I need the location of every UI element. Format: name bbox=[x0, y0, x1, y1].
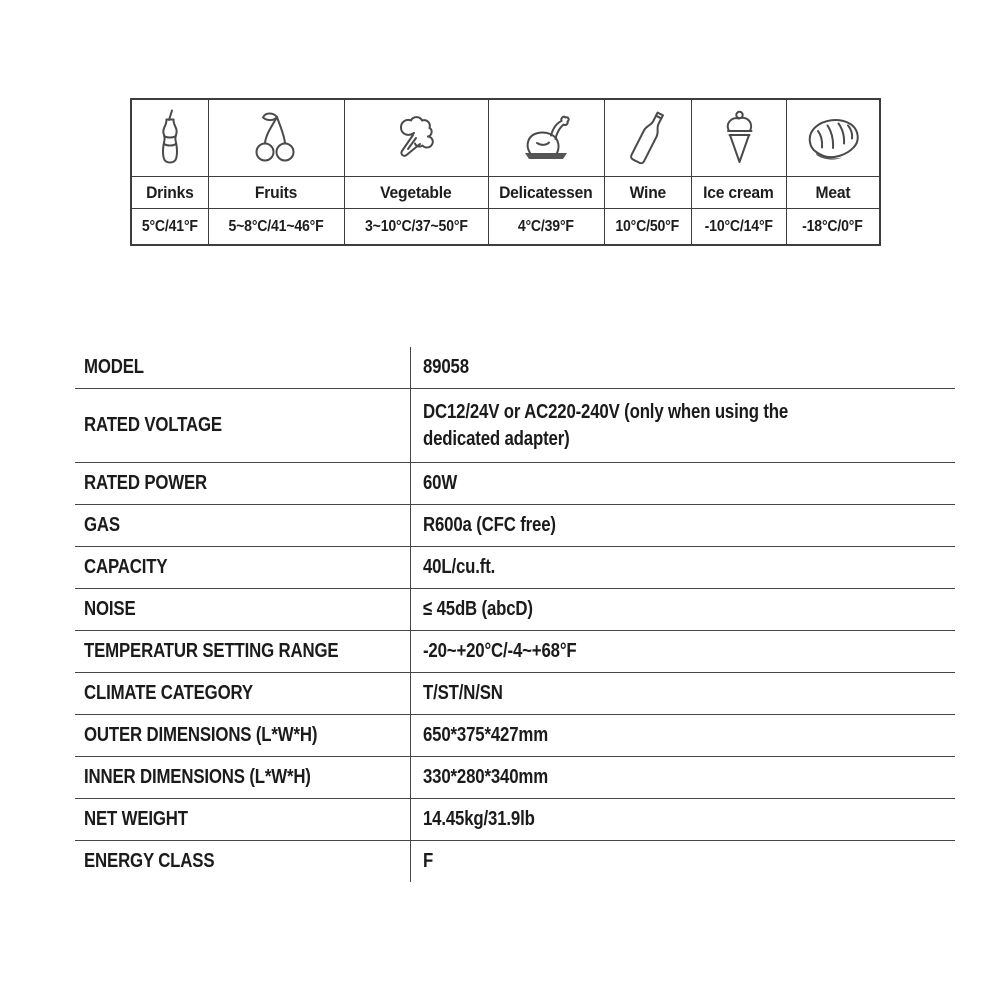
spec-value: 89058 bbox=[423, 355, 469, 379]
spec-label-cell bbox=[75, 547, 410, 588]
ice-cream-icon-cell bbox=[691, 99, 786, 177]
spec-row-rated-voltage bbox=[75, 388, 955, 462]
spec-label-cell bbox=[75, 389, 410, 462]
spec-row-net-weight bbox=[75, 798, 955, 840]
spec-row-inner-dimensions bbox=[75, 756, 955, 798]
meat-icon-cell bbox=[786, 99, 880, 177]
spec-value-cell bbox=[410, 589, 955, 630]
spec-label: INNER DIMENSIONS (L*W*H) bbox=[84, 765, 311, 789]
spec-value-cell bbox=[410, 463, 955, 504]
spec-row-capacity bbox=[75, 546, 955, 588]
spec-value: R600a (CFC free) bbox=[423, 513, 556, 537]
chicken-icon bbox=[518, 114, 574, 162]
spec-value-cell bbox=[410, 673, 955, 714]
spec-label-cell bbox=[75, 463, 410, 504]
spec-value: 330*280*340mm bbox=[423, 765, 548, 789]
spec-label: CAPACITY bbox=[84, 555, 168, 579]
vegetable-icon-cell bbox=[344, 99, 488, 177]
spec-label: NOISE bbox=[84, 597, 136, 621]
spec-label: CLIMATE CATEGORY bbox=[84, 681, 253, 705]
spec-label-cell bbox=[75, 505, 410, 546]
spec-value-cell bbox=[410, 547, 955, 588]
drinks-icon-cell bbox=[131, 99, 208, 177]
food-name-label: Delicatessen bbox=[499, 182, 593, 202]
spec-label-cell bbox=[75, 631, 410, 672]
food-name-label: Drinks bbox=[145, 182, 194, 202]
food-name-label: Fruits bbox=[254, 182, 298, 202]
spec-label-cell bbox=[75, 715, 410, 756]
spec-row-noise bbox=[75, 588, 955, 630]
spec-label-cell bbox=[75, 589, 410, 630]
spec-label: ENERGY CLASS bbox=[84, 849, 215, 873]
spec-value-cell bbox=[410, 757, 955, 798]
spec-label: RATED POWER bbox=[84, 471, 208, 495]
specification-table bbox=[75, 347, 955, 882]
wine-bottle-icon bbox=[625, 109, 671, 167]
wine-icon-cell bbox=[604, 99, 691, 177]
spec-value: 650*375*427mm bbox=[423, 723, 548, 747]
spec-row-model bbox=[75, 347, 955, 388]
spec-value-cell bbox=[410, 389, 955, 462]
food-name-row bbox=[131, 177, 880, 209]
fruits-icon-cell bbox=[208, 99, 344, 177]
spec-value: 40L/cu.ft. bbox=[423, 555, 496, 579]
food-temp-value: 5~8°C/41~46°F bbox=[228, 217, 324, 235]
food-temp-value: -10°C/14°F bbox=[704, 217, 773, 235]
spec-value-cell bbox=[410, 505, 955, 546]
food-temp-value: -18°C/0°F bbox=[802, 217, 864, 235]
spec-label-cell bbox=[75, 347, 410, 388]
spec-label-cell bbox=[75, 673, 410, 714]
food-icon-row bbox=[131, 99, 880, 177]
spec-label: NET WEIGHT bbox=[84, 807, 188, 831]
spec-value: 14.45kg/31.9lb bbox=[423, 807, 535, 831]
spec-row-rated-power bbox=[75, 462, 955, 504]
spec-label: MODEL bbox=[84, 355, 144, 379]
steak-icon bbox=[804, 114, 862, 162]
food-name-label: Ice cream bbox=[703, 182, 774, 202]
spec-value-cell bbox=[410, 347, 955, 388]
spec-value-cell bbox=[410, 799, 955, 840]
food-name-label: Wine bbox=[629, 182, 666, 202]
spec-row-climate-category bbox=[75, 672, 955, 714]
food-name-label: Vegetable bbox=[380, 182, 452, 202]
spec-value: -20~+20°C/-4~+68°F bbox=[423, 639, 577, 663]
food-temp-value: 10°C/50°F bbox=[615, 217, 680, 235]
broccoli-icon bbox=[389, 114, 443, 162]
spec-label: RATED VOLTAGE bbox=[84, 413, 222, 437]
spec-label: OUTER DIMENSIONS (L*W*H) bbox=[84, 723, 318, 747]
spec-value-cell bbox=[410, 841, 955, 882]
spec-value-cell bbox=[410, 715, 955, 756]
spec-label-cell bbox=[75, 757, 410, 798]
spec-row-energy-class bbox=[75, 840, 955, 882]
spec-value: F bbox=[423, 849, 434, 873]
food-temp-row bbox=[131, 209, 880, 246]
delicatessen-icon-cell bbox=[488, 99, 604, 177]
spec-value: T/ST/N/SN bbox=[423, 681, 503, 705]
spec-label: GAS bbox=[84, 513, 120, 537]
food-temp-value: 5°C/41°F bbox=[141, 217, 198, 235]
spec-value: ≤ 45dB (abcD) bbox=[423, 597, 533, 621]
spec-label-cell bbox=[75, 799, 410, 840]
ice-cream-icon bbox=[721, 110, 757, 166]
bottle-icon bbox=[155, 109, 185, 167]
spec-row-outer-dimensions bbox=[75, 714, 955, 756]
spec-row-temperature-setting-range bbox=[75, 630, 955, 672]
spec-row-gas bbox=[75, 504, 955, 546]
cherries-icon bbox=[253, 110, 299, 166]
food-temp-value: 3~10°C/37~50°F bbox=[364, 217, 468, 235]
food-temp-value: 4°C/39°F bbox=[517, 217, 575, 235]
spec-value-cell bbox=[410, 631, 955, 672]
spec-value: DC12/24V or AC220-240V (only when using the dedicated adapter) bbox=[423, 400, 789, 450]
spec-value: 60W bbox=[423, 471, 458, 495]
food-temperature-table bbox=[130, 98, 881, 246]
food-name-label: Meat bbox=[815, 182, 851, 202]
spec-label: TEMPERATUR SETTING RANGE bbox=[84, 639, 339, 663]
spec-label-cell bbox=[75, 841, 410, 882]
